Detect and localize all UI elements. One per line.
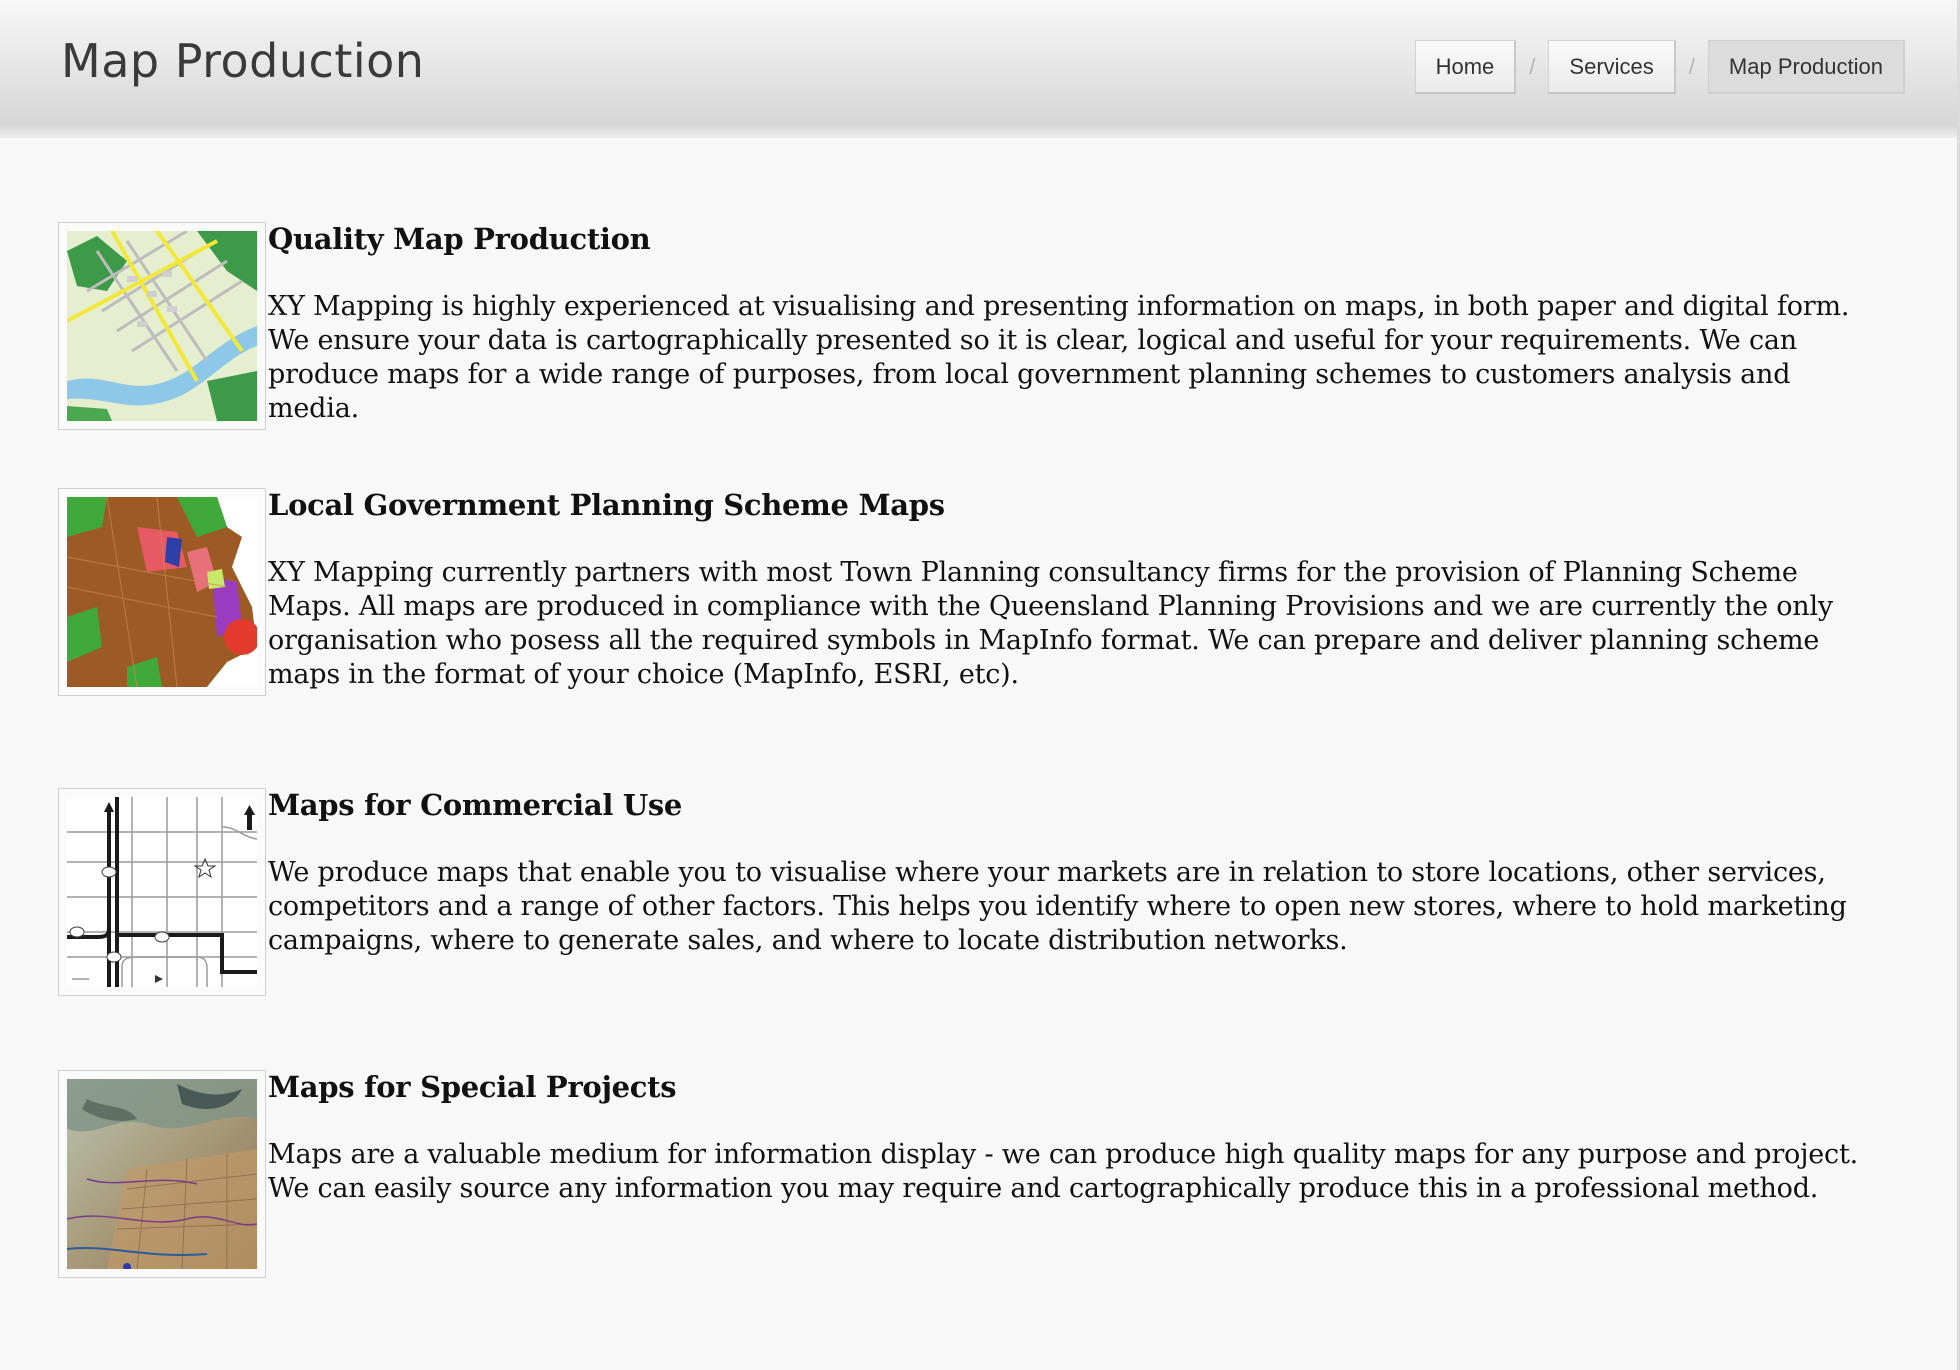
- road-map-image: [67, 797, 257, 987]
- section-title: Quality Map Production: [268, 222, 651, 256]
- breadcrumb-separator: /: [1529, 54, 1536, 79]
- section-description: XY Mapping is highly experienced at visualising and presenting information on maps, in both paper and digital form. We ensure your data is cartographically presented so it is clear, logical and useful for your requirements. We can produce maps for a wide range of purposes, from local government planning schemes to customers analysis and media.: [268, 291, 1850, 424]
- header-divider: [0, 126, 1957, 138]
- section-title: Local Government Planning Scheme Maps: [268, 488, 945, 522]
- zoning-map-thumbnail: [58, 488, 266, 696]
- terrain-map-thumbnail: [58, 1070, 266, 1278]
- page-title: Map Production: [61, 34, 425, 88]
- terrain-map-image: [67, 1079, 257, 1269]
- section-description: XY Mapping currently partners with most Town Planning consultancy firms for the provision of Planning Scheme Maps. All maps are produced in compliance with the Queensland Planning Provisions and we are currently the only organisation who posess all the required symbols in MapInfo format. We can prepare and deliver planning scheme maps in the format of your choice (MapInfo, ESRI, etc).: [268, 557, 1833, 690]
- section-text: [268, 222, 1898, 426]
- street-map-thumbnail: [58, 222, 266, 430]
- breadcrumb-current-page: Map Production: [1708, 40, 1905, 94]
- section-text: [268, 1070, 1898, 1206]
- section-description: Maps are a valuable medium for information display - we can produce high quality maps for any purpose and project. We can easily source any information you may require and cartographically produce this in a professional method.: [268, 1139, 1858, 1204]
- street-map-image: [67, 231, 257, 421]
- breadcrumb-separator: /: [1688, 54, 1695, 79]
- road-map-thumbnail: [58, 788, 266, 996]
- breadcrumb: [1415, 40, 1905, 94]
- breadcrumb-home-link[interactable]: Home: [1415, 40, 1517, 94]
- zoning-map-image: [67, 497, 257, 687]
- section-text: [268, 788, 1898, 958]
- page-header: [0, 0, 1957, 127]
- section-title: Maps for Commercial Use: [268, 788, 683, 822]
- section-title: Maps for Special Projects: [268, 1070, 677, 1104]
- section-description: We produce maps that enable you to visualise where your markets are in relation to store locations, other services, competitors and a range of other factors. This helps you identify where to open new stores, where to hold marketing campaigns, where to generate sales, and where to locate distribution networks.: [268, 857, 1847, 956]
- breadcrumb-services-link[interactable]: Services: [1548, 40, 1675, 94]
- section-text: [268, 488, 1898, 692]
